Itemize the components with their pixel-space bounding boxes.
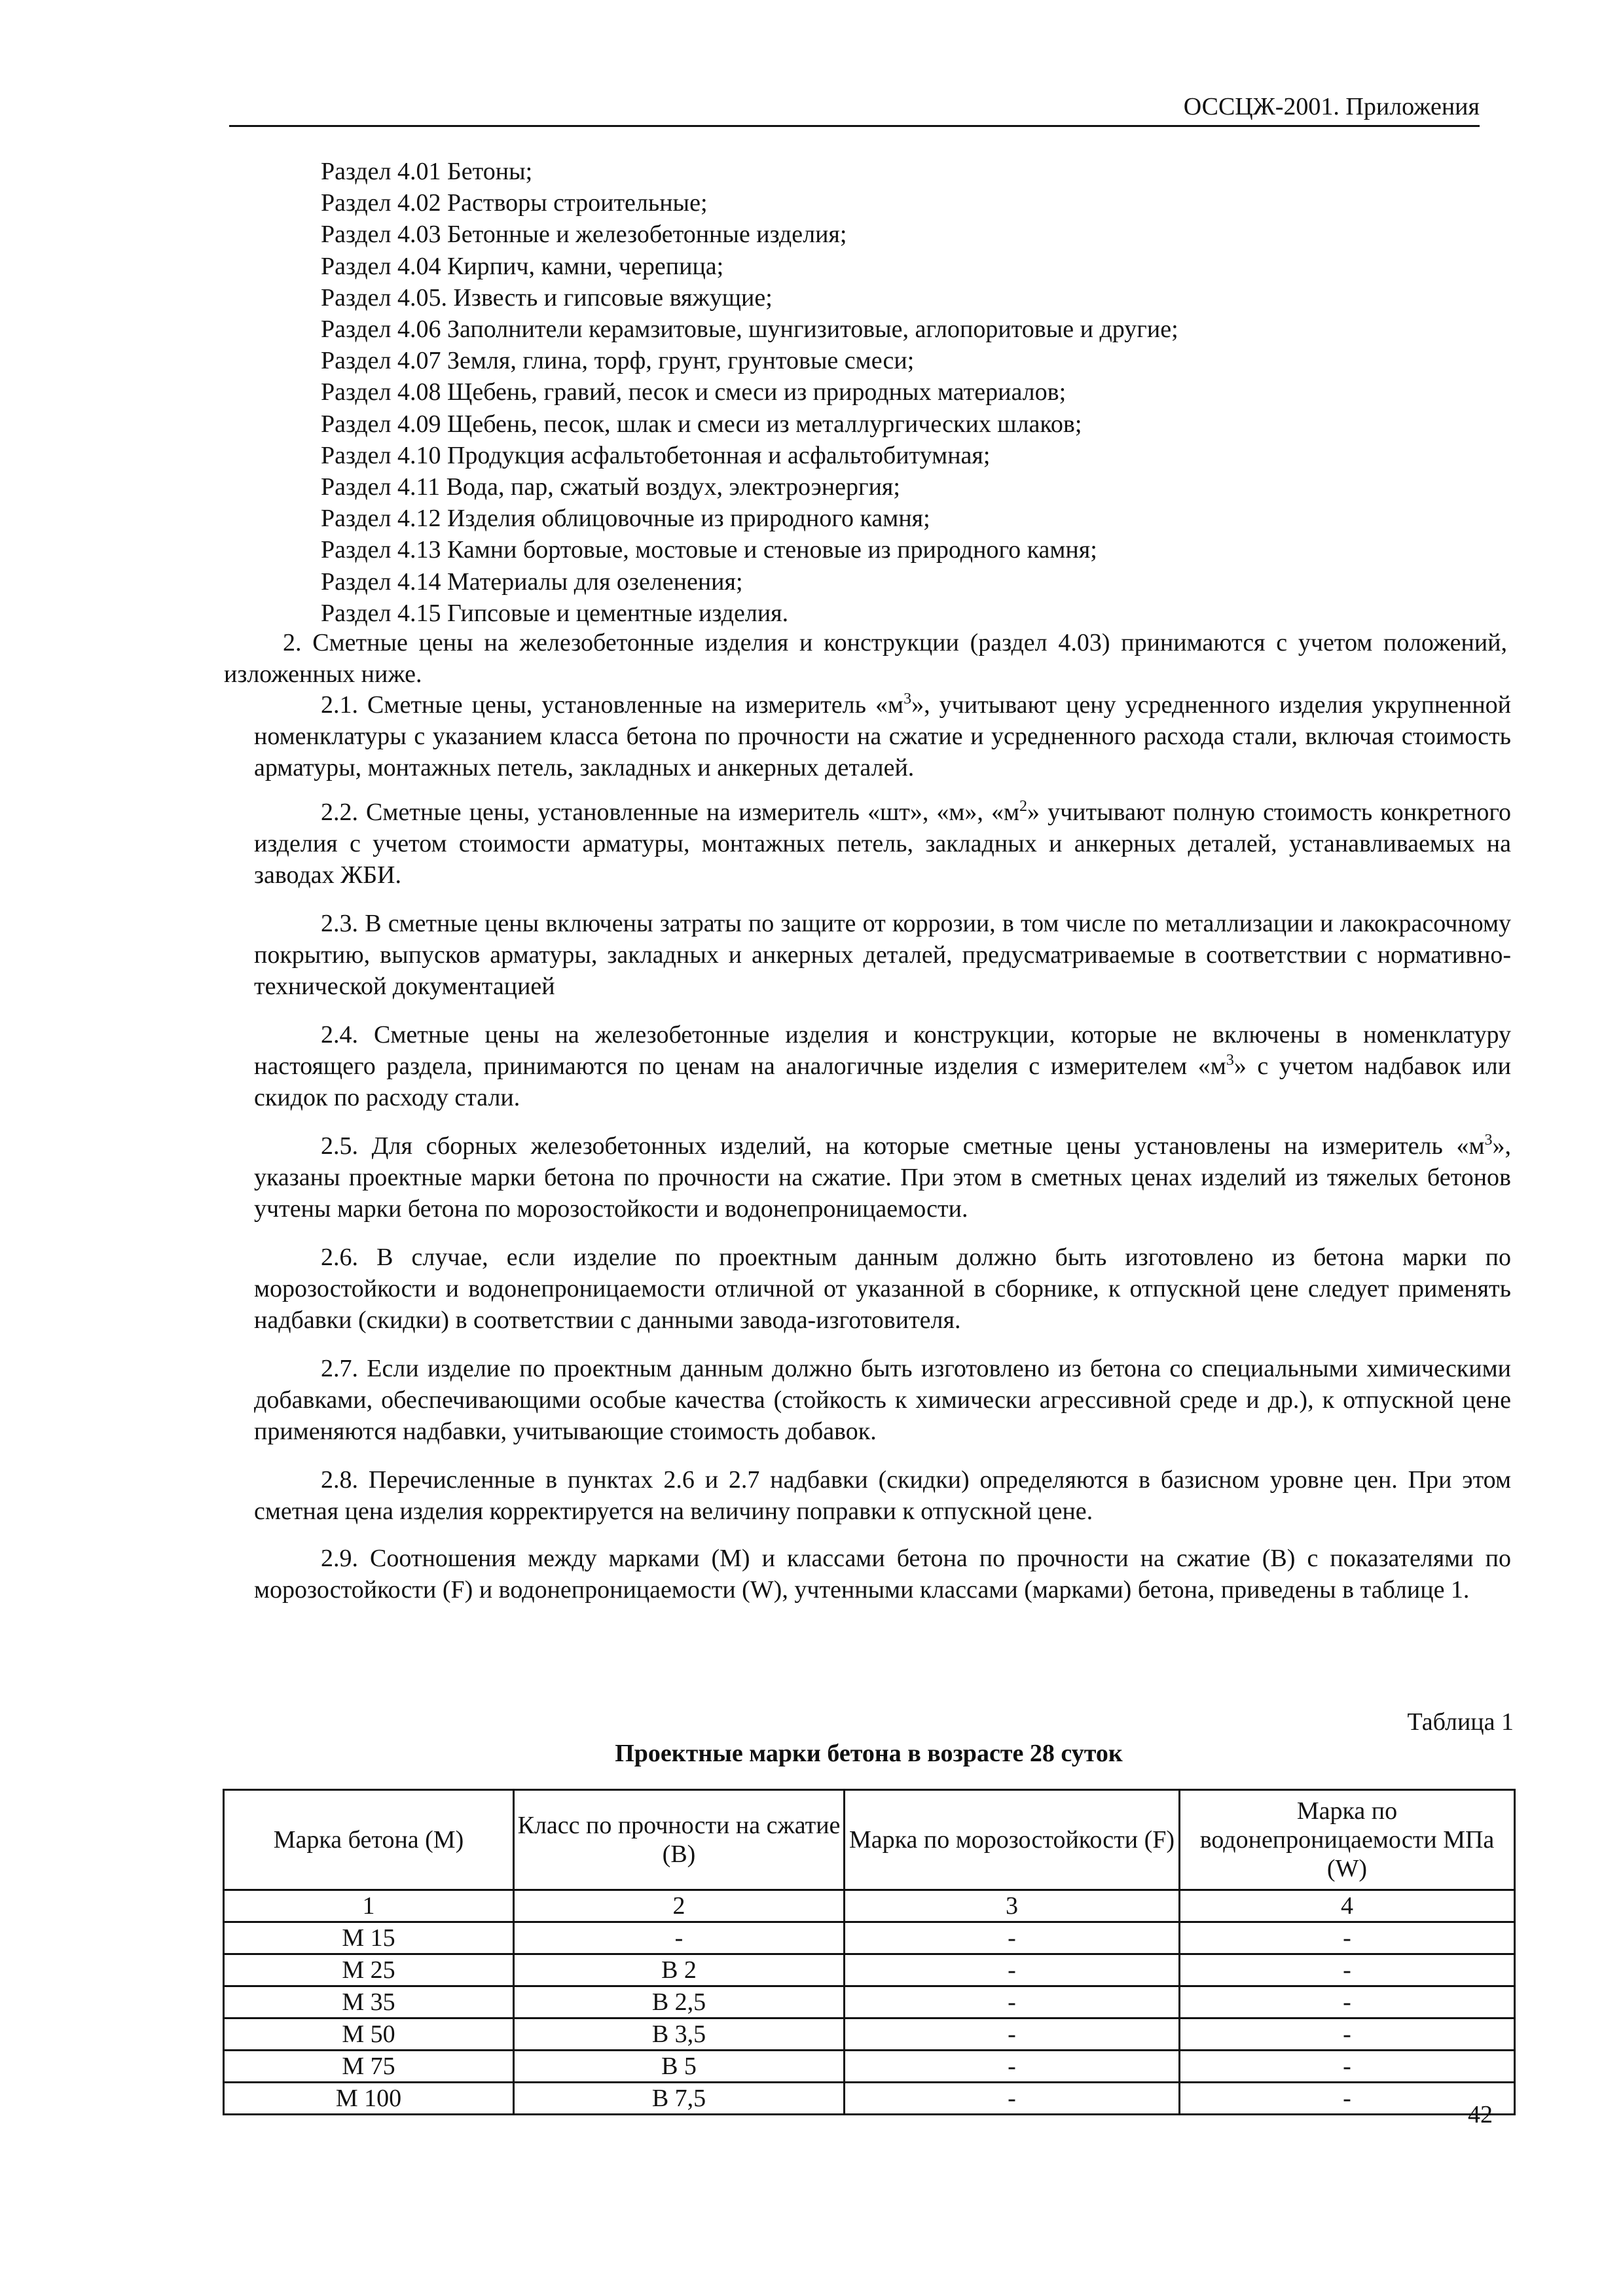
- paragraph-2-8: 2.8. Перечисленные в пунктах 2.6 и 2.7 надбавки (скидки) определяются в базисном уровне цен. При этом сметная цена изделия корректируется на величину поправки к отпускной цене.: [254, 1466, 1511, 1525]
- table-cell: М 100: [224, 2083, 514, 2115]
- section-item: Раздел 4.03 Бетонные и железобетонные изделия;: [321, 221, 847, 249]
- page-number: 42: [1468, 2101, 1493, 2128]
- section-item: Раздел 4.12 Изделия облицовочные из природного камня;: [321, 505, 930, 533]
- section-item: Раздел 4.07 Земля, глина, торф, грунт, грунтовые смеси;: [321, 347, 915, 375]
- column-header: Марка бетона (М): [224, 1790, 514, 1890]
- column-number-row: [224, 1890, 1515, 1922]
- paragraph-2-6: 2.6. В случае, если изделие по проектным данным должно быть изготовлено из бетона марки по морозостойкости и водонепроницаемости отличной от указанной в сборнике, к отпускной цене следует применять надбавки (скидки) в соответствии с данными завода-изготовителя.: [254, 1244, 1511, 1334]
- section-item: Раздел 4.13 Камни бортовые, мостовые и стеновые из природного камня;: [321, 536, 1097, 564]
- table-cell: -: [845, 1986, 1180, 2018]
- table-cell: -: [1180, 2051, 1515, 2083]
- table-cell: М 25: [224, 1954, 514, 1986]
- column-number: 4: [1180, 1890, 1515, 1922]
- table-cell: В 2: [514, 1954, 845, 1986]
- table-cell: -: [1180, 1954, 1515, 1986]
- table-cell: В 5: [514, 2051, 845, 2083]
- table-cell: М 75: [224, 2051, 514, 2083]
- column-number: 3: [845, 1890, 1180, 1922]
- paragraph-2-7: 2.7. Если изделие по проектным данным должно быть изготовлено из бетона со специальными химическими добавками, обеспечивающими особые качества (стойкость к химически агрессивной среде и др.), к отпускной цене применяются надбавки, учитывающие стоимость добавок.: [254, 1355, 1511, 1445]
- section-list: [321, 156, 1499, 629]
- table-cell: -: [845, 1954, 1180, 1986]
- table-cell: В 2,5: [514, 1986, 845, 2018]
- table-cell: В 3,5: [514, 2018, 845, 2051]
- table-row: [224, 2051, 1515, 2083]
- section-item: Раздел 4.14 Материалы для озеленения;: [321, 567, 743, 596]
- section-item: Раздел 4.04 Кирпич, камни, черепица;: [321, 252, 724, 280]
- header-rule: [229, 125, 1480, 127]
- column-header: Марка по морозостойкости (F): [845, 1790, 1180, 1890]
- table-row: [224, 1922, 1515, 1954]
- table-cell: -: [1180, 2083, 1515, 2115]
- section-item: Раздел 4.08 Щебень, гравий, песок и смеси из природных материалов;: [321, 378, 1067, 406]
- table-cell: -: [1180, 1922, 1515, 1954]
- table-cell: -: [514, 1922, 845, 1954]
- paragraph-2-4: 2.4. Сметные цены на железобетонные изделия и конструкции, которые не включены в номенклатуру настоящего раздела, принимаются по ценам на аналогичные изделия с измерителем «$м^3$» с учетом надбавок или скидок по расходу стали.: [254, 1021, 1512, 1111]
- column-number: 2: [514, 1890, 845, 1922]
- column-header: Класс по прочности на сжатие (В): [514, 1790, 845, 1890]
- section-item: Раздел 4.06 Заполнители керамзитовые, шунгизитовые, аглопоритовые и другие;: [321, 315, 1178, 344]
- table-caption: Таблица 1: [1407, 1708, 1514, 1736]
- table-cell: М 15: [224, 1922, 514, 1954]
- running-header: ОССЦЖ-2001. Приложения: [1183, 93, 1480, 120]
- paragraph-2-9: 2.9. Соотношения между марками (М) и классами бетона по прочности на сжатие (В) с показателями по морозостойкости (F) и водонепроницаемости (W), учтенными классами (марками) бетона, приведены в таблице 1.: [254, 1545, 1511, 1604]
- table-row: [224, 1954, 1515, 1986]
- table-cell: -: [1180, 1986, 1515, 2018]
- section-item: Раздел 4.11 Вода, пар, сжатый воздух, электроэнергия;: [321, 473, 900, 501]
- table-header-row: [224, 1790, 1515, 1890]
- table-cell: -: [845, 2051, 1180, 2083]
- paragraph-2: 2. Сметные цены на железобетонные изделия и конструкции (раздел 4.03) принимаются с учетом положений, изложенных ниже.: [224, 629, 1507, 688]
- section-item: Раздел 4.05. Известь и гипсовые вяжущие;: [321, 283, 773, 312]
- section-item: Раздел 4.15 Гипсовые и цементные изделия.: [321, 599, 789, 627]
- table-title: Проектные марки бетона в возрасте 28 суток: [615, 1740, 1123, 1767]
- section-item: Раздел 4.02 Растворы строительные;: [321, 189, 708, 217]
- paragraph-2-1: 2.1. Сметные цены, установленные на измеритель «$м^3$», учитывают цену усредненного изделия укрупненной номенклатуры с указанием класса бетона по прочности на сжатие и усредненного расхода стали, включая стоимость арматуры, монтажных петель, закладных и анкерных деталей.: [254, 691, 1511, 781]
- section-item: Раздел 4.01 Бетоны;: [321, 158, 533, 185]
- table-cell: -: [845, 1922, 1180, 1954]
- table-cell: -: [1180, 2018, 1515, 2051]
- concrete-grades-table: [223, 1789, 1516, 2115]
- table-row: [224, 2083, 1515, 2115]
- paragraph-2-3: 2.3. В сметные цены включены затраты по защите от коррозии, в том числе по металлизации и лакокрасочному покрытию, выпусков арматуры, закладных и анкерных деталей, предусматриваемые в соответствии с нормативно-технической документацией: [254, 910, 1511, 1000]
- table-cell: В 7,5: [514, 2083, 845, 2115]
- column-number: 1: [224, 1890, 514, 1922]
- paragraph-2-2: 2.2. Сметные цены, установленные на измеритель «шт», «м», «$м^2$» учитывают полную стоимость конкретного изделия с учетом стоимости арматуры, монтажных петель, закладных и анкерных деталей, устанавливаемых на заводах ЖБИ.: [254, 798, 1511, 889]
- table-cell: -: [845, 2018, 1180, 2051]
- table-cell: -: [845, 2083, 1180, 2115]
- column-header: Марка по водонепроницаемости МПа (W): [1180, 1790, 1515, 1890]
- section-item: Раздел 4.10 Продукция асфальтобетонная и асфальтобитумная;: [321, 441, 991, 469]
- table-row: [224, 2018, 1515, 2051]
- table-cell: М 35: [224, 1986, 514, 2018]
- table-row: [224, 1986, 1515, 2018]
- paragraph-2-5: 2.5. Для сборных железобетонных изделий, на которые сметные цены установлены на измеритель «$м^3$», указаны проектные марки бетона по прочности на сжатие. При этом в сметных ценах изделий из тяжелых бетонов учтены марки бетона по морозостойкости и водонепроницаемости.: [254, 1132, 1511, 1223]
- section-item: Раздел 4.09 Щебень, песок, шлак и смеси из металлургических шлаков;: [321, 410, 1082, 438]
- table-cell: М 50: [224, 2018, 514, 2051]
